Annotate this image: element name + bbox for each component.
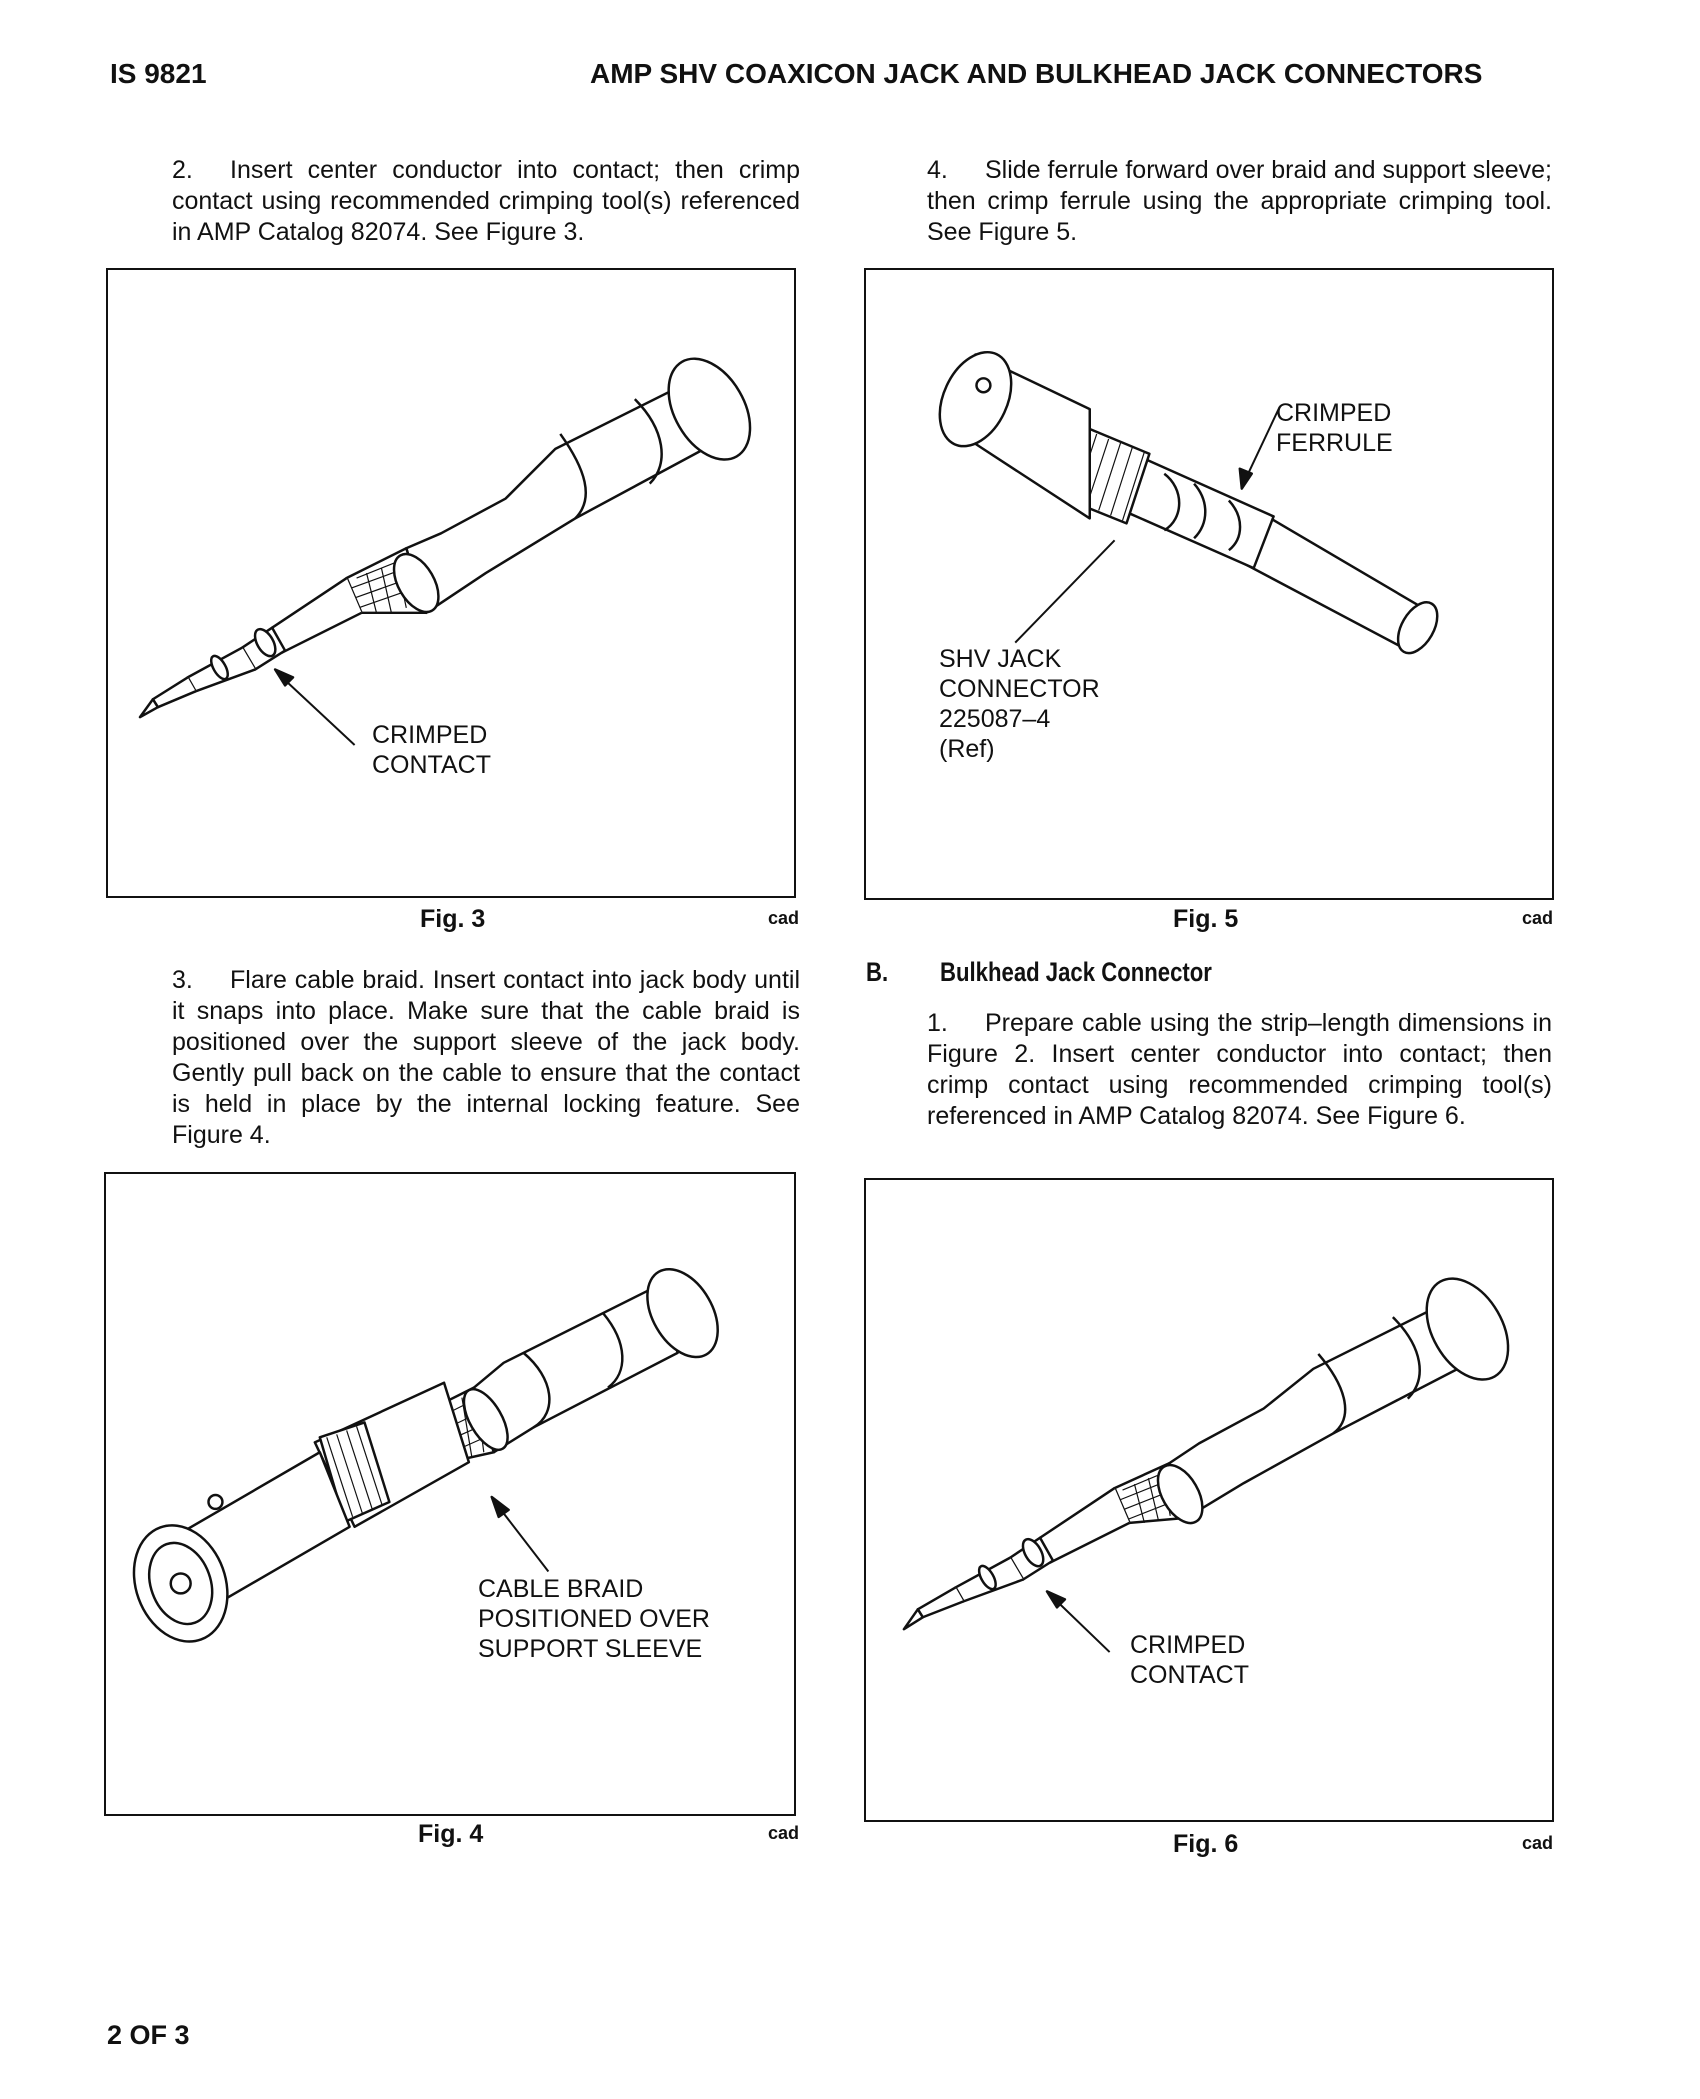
figure-5-cad: cad (1522, 908, 1554, 928)
step-3-text: Flare cable braid. Insert contact into jack body until it snaps into place. Make sure that the cable braid is positioned over the support sleeve of the jack body. Gently pull back on the cable to ensure that the contact is held in place by the internal locking feature. See Figure 4. (172, 966, 800, 1149)
figure-3-frame (106, 268, 796, 898)
page-number: 2 OF 3 (107, 2020, 190, 2050)
figure-6-cad: cad (1522, 1833, 1554, 1853)
section-b-letter: B. (866, 957, 889, 987)
section-b-step-1-number: 1. (927, 1009, 948, 1037)
figure-3-caption: Fig. 3 (420, 905, 486, 933)
figure-4-callout: CABLE BRAID POSITIONED OVER SUPPORT SLEEVE (478, 1575, 710, 1663)
figure-6-caption: Fig. 6 (1173, 1830, 1239, 1858)
figure-3-illustration (108, 270, 794, 896)
figure-5-frame (864, 268, 1554, 900)
figure-5-callout-connector: SHV JACK CONNECTOR 225087–4 (Ref) (939, 645, 1100, 763)
doc-title: AMP SHV COAXICON JACK AND BULKHEAD JACK CONNECTORS (590, 58, 1483, 89)
step-2-text: Insert center conductor into contact; then crimp contact using recommended crimping tool(s) referenced in AMP Catalog 82074. See Figure 3. (172, 156, 800, 246)
section-b-step-1-text: Prepare cable using the strip–length dimensions in Figure 2. Insert center conductor into contact; then crimp contact using recommended crimping tool(s) referenced in AMP Catalog 82074. See Figure 6. (927, 1009, 1552, 1130)
step-3-paragraph (172, 965, 800, 1151)
figure-3-callout: CRIMPED CONTACT (372, 721, 491, 779)
step-4-paragraph (927, 155, 1552, 248)
figure-3-cad: cad (768, 908, 800, 928)
figure-4-cad: cad (768, 1823, 800, 1843)
step-2-paragraph (172, 155, 800, 248)
figure-5-callout-ferrule: CRIMPED FERRULE (1276, 399, 1393, 457)
figure-5-illustration (866, 270, 1552, 898)
step-4-text: Slide ferrule forward over braid and support sleeve; then crimp ferrule using the appropriate crimping tool. See Figure 5. (927, 156, 1552, 246)
figure-4-caption: Fig. 4 (418, 1820, 484, 1848)
figure-4-illustration (106, 1174, 794, 1814)
step-4-number: 4. (927, 156, 948, 184)
doc-number: IS 9821 (110, 58, 207, 89)
figure-6-illustration (866, 1180, 1552, 1820)
step-2-number: 2. (172, 156, 193, 184)
figure-6-frame (864, 1178, 1554, 1822)
figure-6-callout: CRIMPED CONTACT (1130, 1631, 1249, 1689)
figure-4-frame (104, 1172, 796, 1816)
section-b-title: Bulkhead Jack Connector (940, 957, 1212, 987)
figure-5-caption: Fig. 5 (1173, 905, 1239, 933)
step-3-number: 3. (172, 966, 193, 994)
section-b-step-1-paragraph (927, 1008, 1552, 1132)
